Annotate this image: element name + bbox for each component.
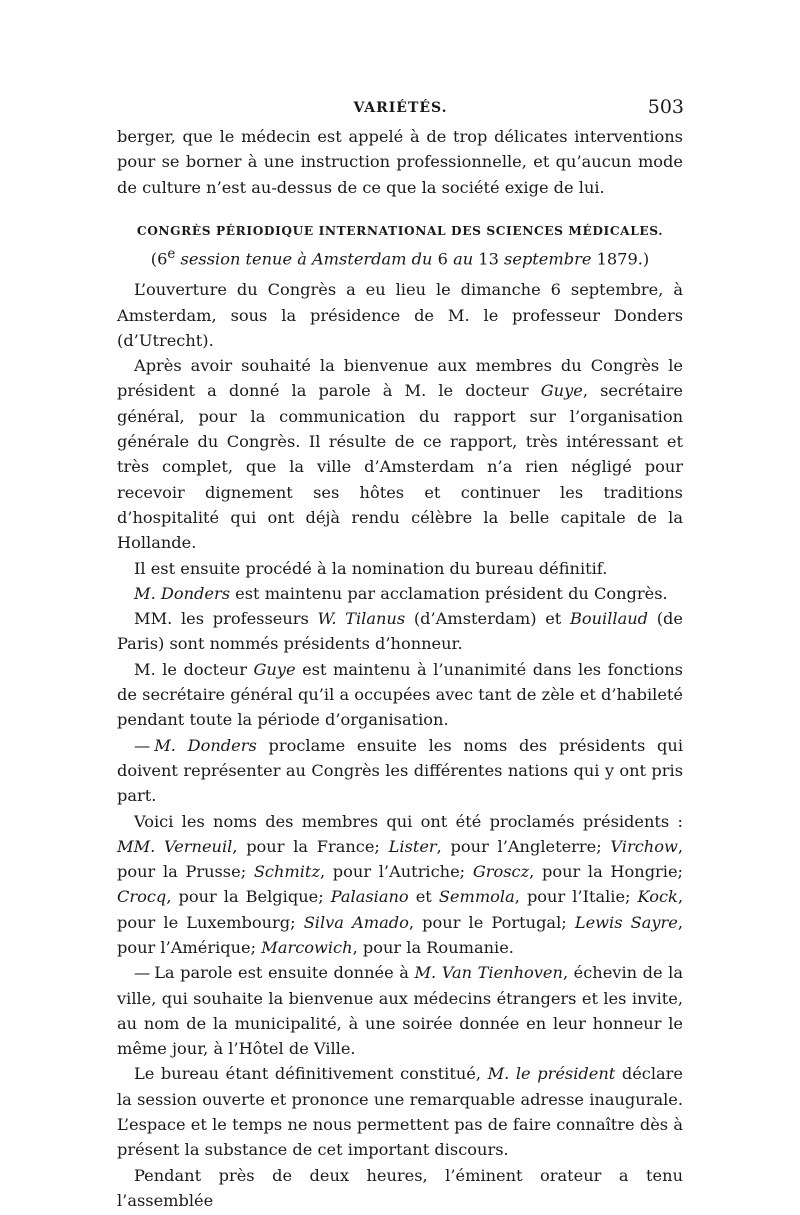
person-name: M. Van Tienhoven <box>414 963 563 983</box>
running-title: VARIÉTÉS. <box>353 100 448 116</box>
person-name: Virchow <box>610 836 678 856</box>
subtitle-part: au <box>447 249 479 269</box>
text-run: , pour l’Italie; <box>514 887 638 907</box>
text-run: déclare la session ouverte et prononce une remarquable adresse inaugurale. L’espace et le temps ne nous permettent pas de faire connaître dès à présent la substance de cet important discours. <box>117 1064 683 1160</box>
person-name: Semmola <box>438 887 515 907</box>
text-run: (d’Amsterdam) et <box>405 609 570 629</box>
paragraph <box>117 960 683 1061</box>
running-head <box>117 96 684 122</box>
text-run: Après avoir souhaité la bienvenue aux membres du Congrès le président a donné la parole à M. le docteur <box>117 356 683 401</box>
person-name: Crocq <box>117 887 167 907</box>
text-run: , pour la Belgique; <box>166 887 331 907</box>
text-run: , échevin de la ville, qui souhaite la bienvenue aux médecins étrangers et les invite, au nom de la municipalité, à une soirée donnée en leur honneur le même jour, à l’Hôtel de Ville. <box>117 963 683 1059</box>
subtitle-part: septembre <box>498 249 597 269</box>
body-text <box>117 124 683 1213</box>
subtitle-part: 1879.) <box>596 249 650 269</box>
person-name: Schmitz <box>253 862 320 882</box>
person-name: MM. Verneuil <box>117 836 233 856</box>
em-dash: — <box>134 735 151 755</box>
person-name: Lewis Sayre <box>574 912 678 932</box>
text-run: est maintenu par acclamation président du Congrès. <box>230 583 668 603</box>
page-number: 503 <box>647 96 684 118</box>
subtitle-superscript: e <box>167 245 176 262</box>
person-name: Guye <box>540 381 583 401</box>
person-name: Bouillaud <box>569 609 649 629</box>
person-name: M. Donders <box>154 735 257 755</box>
text-run: , pour la Prusse; <box>117 836 683 882</box>
paragraph <box>117 606 683 657</box>
text-run: M. le docteur <box>134 659 254 679</box>
subtitle-part: 13 <box>478 249 499 269</box>
person-name: Marcowich <box>261 938 353 957</box>
text-run: , pour l’Angleterre; <box>436 836 611 856</box>
paragraph: Pendant près de deux heures, l’éminent orateur a tenu l’assemblée <box>117 1165 683 1210</box>
person-name: W. Tilanus <box>317 609 406 629</box>
text-run: , pour la France; <box>232 836 389 856</box>
person-name: Kock <box>637 887 678 907</box>
subtitle-part: (6 <box>150 249 168 269</box>
text-run: , pour la Roumanie. <box>352 938 514 957</box>
text-run: et <box>408 887 439 907</box>
text-run: , pour l’Autriche; <box>319 862 473 882</box>
subtitle-part: session tenue à Amsterdam du <box>175 249 438 269</box>
text-run: Voici les noms des membres qui ont été proclamés présidents : <box>134 811 683 831</box>
paragraph <box>117 353 683 555</box>
paragraph-continuation: berger, que le médecin est appelé à de trop délicates interventions pour se borner à une instruction professionnelle, et qu’aucun mode de culture n’est au-dessus de ce que la société exige de lui. <box>117 127 683 197</box>
text-run: , pour le Portugal; <box>408 912 575 932</box>
paragraph <box>117 657 683 733</box>
person-name: Guye <box>253 659 296 679</box>
text-run: Le bureau étant définitivement constitué, <box>134 1064 488 1084</box>
em-dash: — <box>134 963 151 983</box>
subtitle-part: 6 <box>437 249 448 269</box>
person-name: Palasiano <box>330 887 409 907</box>
person-name: M. le président <box>487 1064 616 1084</box>
text-run: est maintenu à l’unanimité dans les fonctions de secrétaire général qu’il a occupées avec tant de zèle et d’habileté pendant toute la période d’organisation. <box>117 659 683 730</box>
text-run: , pour le Luxembourg; <box>117 887 683 932</box>
section-title: CONGRÈS PÉRIODIQUE INTERNATIONAL DES SCIENCES MÉDICALES. <box>136 223 664 238</box>
text-run: , pour la Hongrie; <box>529 862 683 882</box>
paragraph: Il est ensuite procédé à la nomination du bureau définitif. <box>134 558 608 578</box>
text-run: MM. les professeurs <box>134 609 318 629</box>
paragraph: L’ouverture du Congrès a eu lieu le dimanche 6 septembre, à Amsterdam, sous la présidence de M. le professeur Donders (d’Utrecht). <box>117 280 683 350</box>
text-run: , pour l’Amérique; <box>117 912 683 957</box>
person-name: M. Donders <box>134 583 231 603</box>
paragraph <box>117 1061 683 1162</box>
section-subtitle <box>117 242 683 271</box>
text-run: La parole est ensuite donnée à <box>154 963 415 983</box>
paragraph <box>117 581 683 606</box>
text-run: (de Paris) sont nommés présidents d’honneur. <box>117 609 683 654</box>
paragraph <box>117 733 683 809</box>
person-name: Groscz <box>472 862 530 882</box>
text-run: proclame ensuite les noms des présidents qui doivent représenter au Congrès les différentes nations qui y ont pris part. <box>117 735 683 806</box>
person-name: Silva Amado <box>303 912 409 932</box>
paragraph <box>117 809 683 961</box>
person-name: Lister <box>388 836 437 856</box>
text-run: , secrétaire général, pour la communication du rapport sur l’organisation générale du Congrès. Il résulte de ce rapport, très intéressant et très complet, que la ville d’Amsterdam n’a rien négligé pour recevoir dignement ses hôtes et continuer les traditions d’hospitalité qui ont déjà rendu célèbre la belle capitale de la Hollande. <box>117 381 683 553</box>
